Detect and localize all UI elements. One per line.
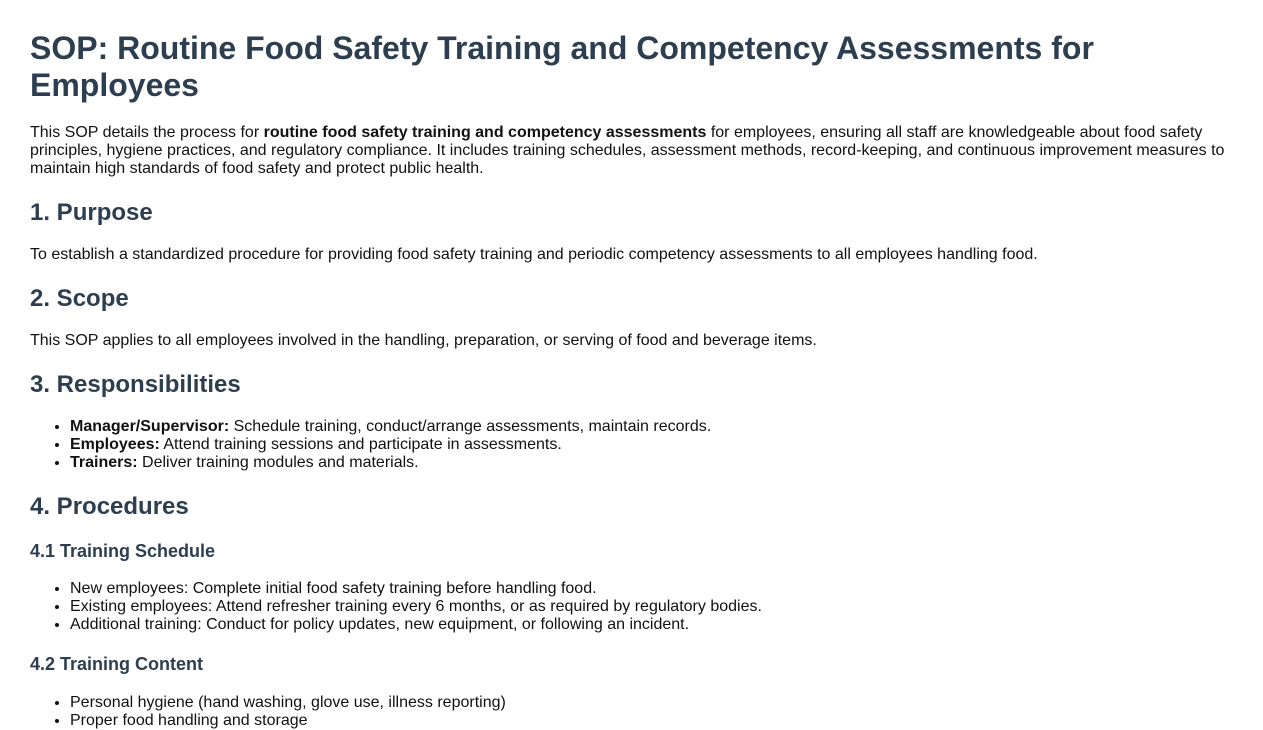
list-item: • Existing employees: Attend refresher training every 6 months, or as required by regulatory bodies. bbox=[70, 598, 1233, 616]
list-item: • New employees: Complete initial food safety training before handling food. bbox=[70, 580, 1233, 598]
training-schedule-heading: 4.1 Training Schedule bbox=[30, 541, 216, 561]
role-label: Trainers: bbox=[70, 454, 138, 471]
role-label: Manager/Supervisor: bbox=[70, 418, 230, 435]
page-title: SOP: Routine Food Safety Training and Competency Assessments for Employees bbox=[30, 30, 1094, 103]
training-content-heading: 4.2 Training Content bbox=[30, 654, 204, 674]
intro-paragraph bbox=[30, 124, 1233, 178]
role-label: Employees: bbox=[70, 436, 160, 453]
role-description: Attend training sessions and participate in assessments. bbox=[159, 436, 562, 453]
intro-text-start: This SOP details the process for bbox=[30, 124, 264, 141]
list-item: • Proper food handling and storage bbox=[70, 712, 1233, 730]
list-item bbox=[70, 418, 1233, 436]
list-item bbox=[70, 454, 1233, 472]
list-item: • Personal hygiene (hand washing, glove use, illness reporting) bbox=[70, 694, 1233, 712]
intro-text-end: for employees, ensuring all staff are knowledgeable about food safety principles, hygiene practices, and regulatory compliance. It includes training schedules, assessment methods, record-keeping, and continuous improvement measures to maintain high standards of food safety and protect public health. bbox=[30, 124, 1225, 177]
scope-heading: 2. Scope bbox=[30, 285, 129, 312]
responsibilities-list bbox=[30, 418, 1233, 472]
responsibilities-heading: 3. Responsibilities bbox=[30, 371, 241, 398]
training-schedule-list bbox=[30, 580, 1233, 634]
list-item: • Additional training: Conduct for policy updates, new equipment, or following an incident. bbox=[70, 616, 1233, 634]
role-description: Schedule training, conduct/arrange assessments, maintain records. bbox=[229, 418, 712, 435]
scope-text: This SOP applies to all employees involved in the handling, preparation, or serving of food and beverage items. bbox=[30, 332, 817, 349]
purpose-heading: 1. Purpose bbox=[30, 199, 153, 226]
intro-bold-text: routine food safety training and competency assessments bbox=[263, 124, 707, 141]
procedures-heading: 4. Procedures bbox=[30, 493, 189, 520]
purpose-text: To establish a standardized procedure for providing food safety training and periodic competency assessments to all employees handling food. bbox=[30, 246, 1038, 263]
role-description: Deliver training modules and materials. bbox=[137, 454, 419, 471]
list-item bbox=[70, 436, 1233, 454]
